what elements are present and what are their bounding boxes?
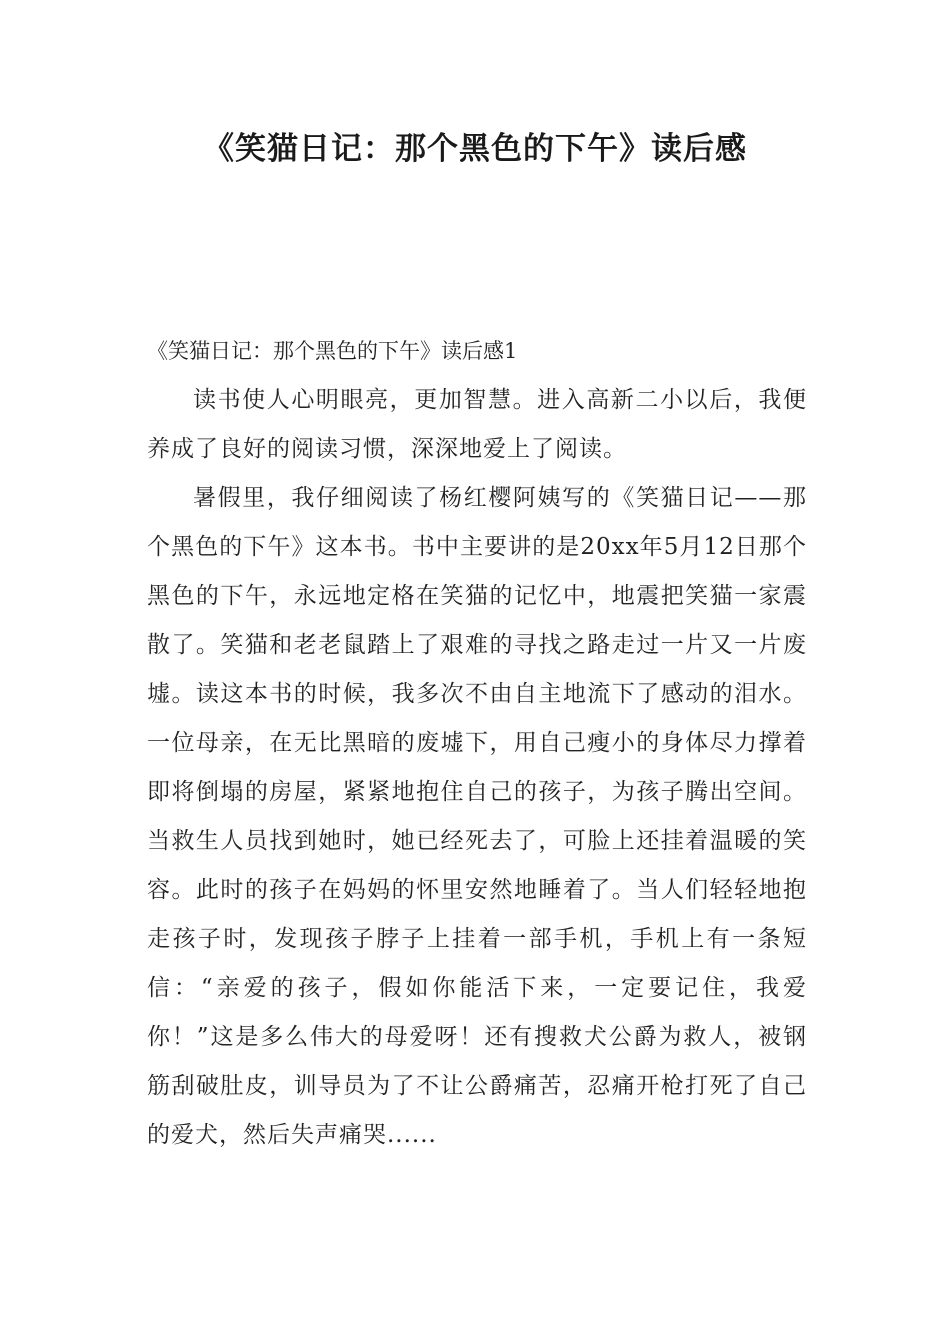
paragraph-1: 读书使人心明眼亮，更加智慧。进入高新二小以后，我便养成了良好的阅读习惯，深深地爱上了阅读。 — [147, 387, 807, 462]
paragraph-2: 暑假里，我仔细阅读了杨红樱阿姨写的《笑猫日记——那个黑色的下午》这本书。书中主要讲的是20xx年5月12日那个黑色的下午，永远地定格在笑猫的记忆中，地震把笑猫一家震散了。笑猫和老老鼠踏上了艰难的寻找之路走过一片又一片废墟。读这本书的时候，我多次不由自主地流下了感动的泪水。一位母亲，在无比黑暗的废墟下，用自己瘦小的身体尽力撑着即将倒塌的房屋，紧紧地抱住自己的孩子，为孩子腾出空间。当救生人员找到她时，她已经死去了，可脸上还挂着温暖的笑容。此时的孩子在妈妈的怀里安然地睡着了。当人们轻轻地抱走孩子时，发现孩子脖子上挂着一部手机，手机上有一条短信：“亲爱的孩子，假如你能活下来，一定要记住，我爱你！”这是多么伟大的母爱呀！还有搜救犬公爵为救人，被钢筋刮破肚皮，训导员为了不让公爵痛苦，忍痛开枪打死了自己的爱犬，然后失声痛哭...... — [147, 485, 807, 1148]
section-heading: 《笑猫日记：那个黑色的下午》读后感1 — [147, 339, 518, 363]
document-body — [147, 327, 807, 1160]
document-title: 《笑猫日记：那个黑色的下午》读后感 — [203, 131, 747, 167]
